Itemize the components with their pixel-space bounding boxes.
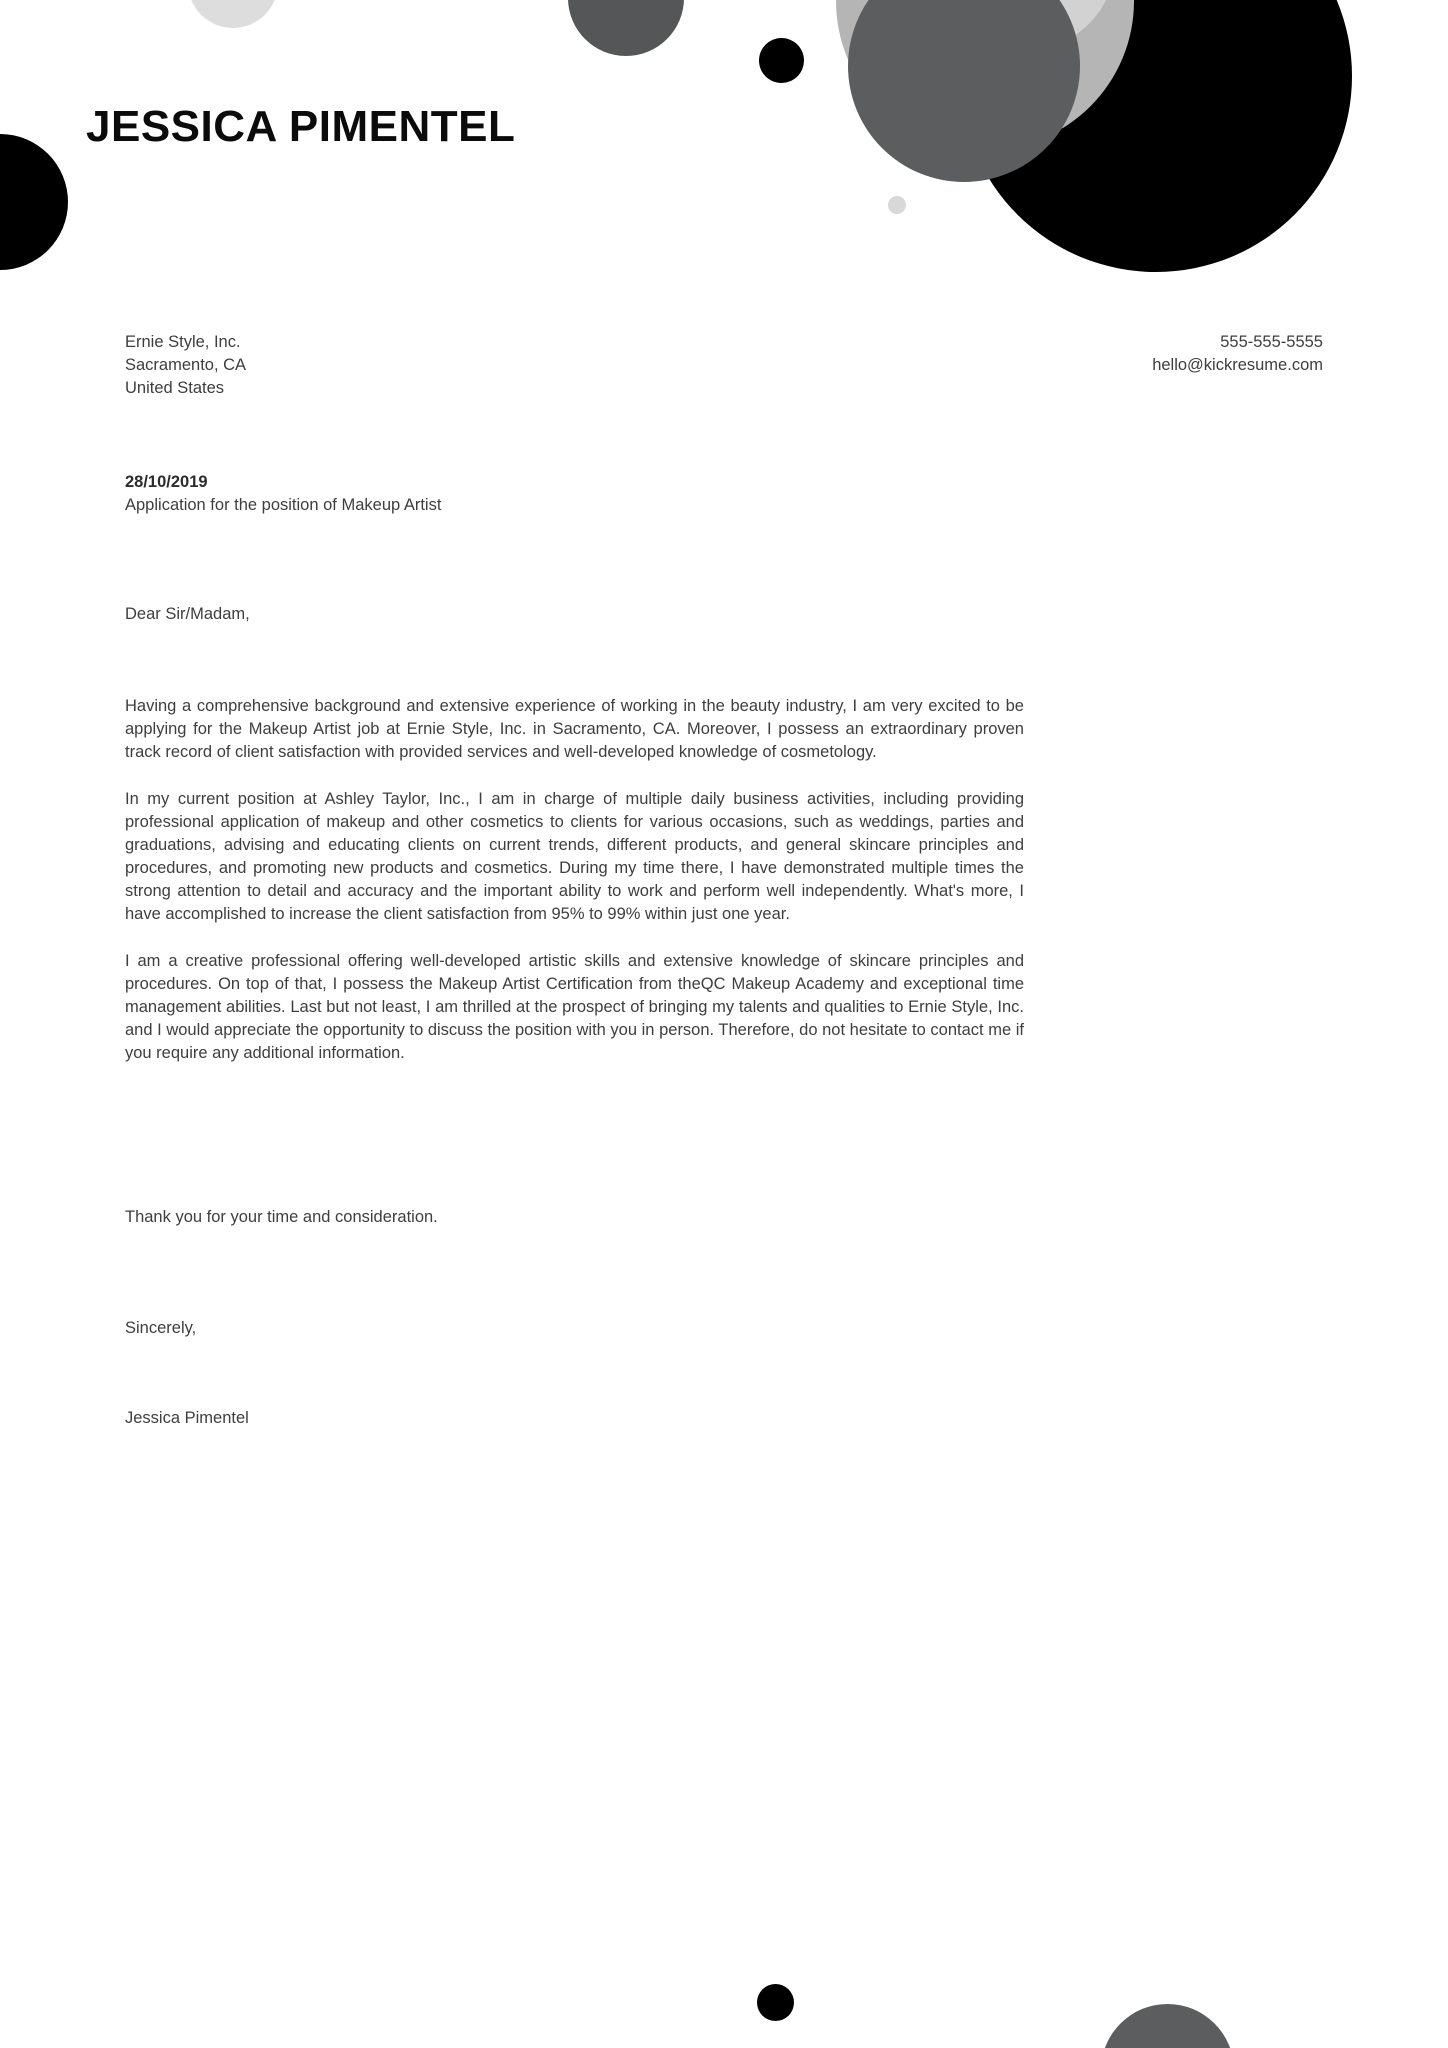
- circle-top-right-black: [960, 0, 1352, 272]
- circle-left-black: [0, 134, 68, 270]
- recipient-company: Ernie Style, Inc.: [125, 333, 241, 351]
- recipient-country: United States: [125, 379, 225, 397]
- signature-name: Jessica Pimentel: [125, 1409, 249, 1427]
- letter-body: [125, 695, 1024, 1065]
- sign-off: Sincerely,: [125, 1319, 197, 1337]
- sender-phone: 555-555-5555: [1220, 333, 1323, 351]
- circle-top-left-light: [188, 0, 278, 28]
- salutation: Dear Sir/Madam,: [125, 605, 250, 623]
- body-paragraph: I am a creative professional offering well-developed artistic skills and extensive knowledge of skincare principles and procedures. On top of that, I possess the Makeup Artist Certification from theQC Makeup Academy and exceptional time management abilities. Last but not least, I am thrilled at the prospect of bringing my talents and qualities to Ernie Style, Inc. and I would appreciate the opportunity to discuss the position with you in person. Therefore, do not hesitate to contact me if you require any additional information.: [125, 952, 1024, 1062]
- circle-top-right-mid-grey: [836, 0, 1134, 150]
- circle-bottom-dark-grey: [1101, 2004, 1234, 2048]
- letter-meta: [125, 471, 441, 517]
- thanks-line: Thank you for your time and consideration.: [125, 1208, 438, 1226]
- sender-contact: [1152, 331, 1323, 377]
- circle-top-middle-black: [759, 38, 804, 83]
- sender-email[interactable]: hello@kickresume.com: [1152, 356, 1323, 374]
- body-paragraph: In my current position at Ashley Taylor, Inc., I am in charge of multiple daily business activities, including providing professional application of makeup and other cosmetics to clients for various occasions, such as weddings, parties and graduations, advising and educating clients on current trends, different products, and general skincare principles and procedures, and promoting new products and cosmetics. During my time there, I have demonstrated multiple times the strong attention to detail and accuracy and the important ability to work and perform well independently. What's more, I have accomplished to increase the client satisfaction from 95% to 99% within just one year.: [125, 790, 1024, 923]
- letter-subject: Application for the position of Makeup Artist: [125, 496, 442, 514]
- body-paragraph: Having a comprehensive background and extensive experience of working in the beauty industry, I am very excited to be applying for the Makeup Artist job at Ernie Style, Inc. in Sacramento, CA. Moreover, I possess an extraordinary proven track record of client satisfaction with provided services and well-developed knowledge of cosmetology.: [125, 697, 1024, 761]
- circle-top-right-dot: [888, 196, 906, 214]
- letter-date: 28/10/2019: [125, 473, 208, 491]
- page-title: JESSICA PIMENTEL: [86, 102, 516, 152]
- recipient-address: [125, 331, 246, 400]
- circle-bottom-black: [757, 1984, 794, 2021]
- circle-top-middle-dark-grey: [568, 0, 684, 56]
- recipient-city-state: Sacramento, CA: [125, 356, 247, 374]
- circle-top-right-light-grey: [937, 0, 1115, 50]
- contact-row: [125, 331, 1323, 400]
- circle-top-right-dark-grey: [848, 0, 1080, 182]
